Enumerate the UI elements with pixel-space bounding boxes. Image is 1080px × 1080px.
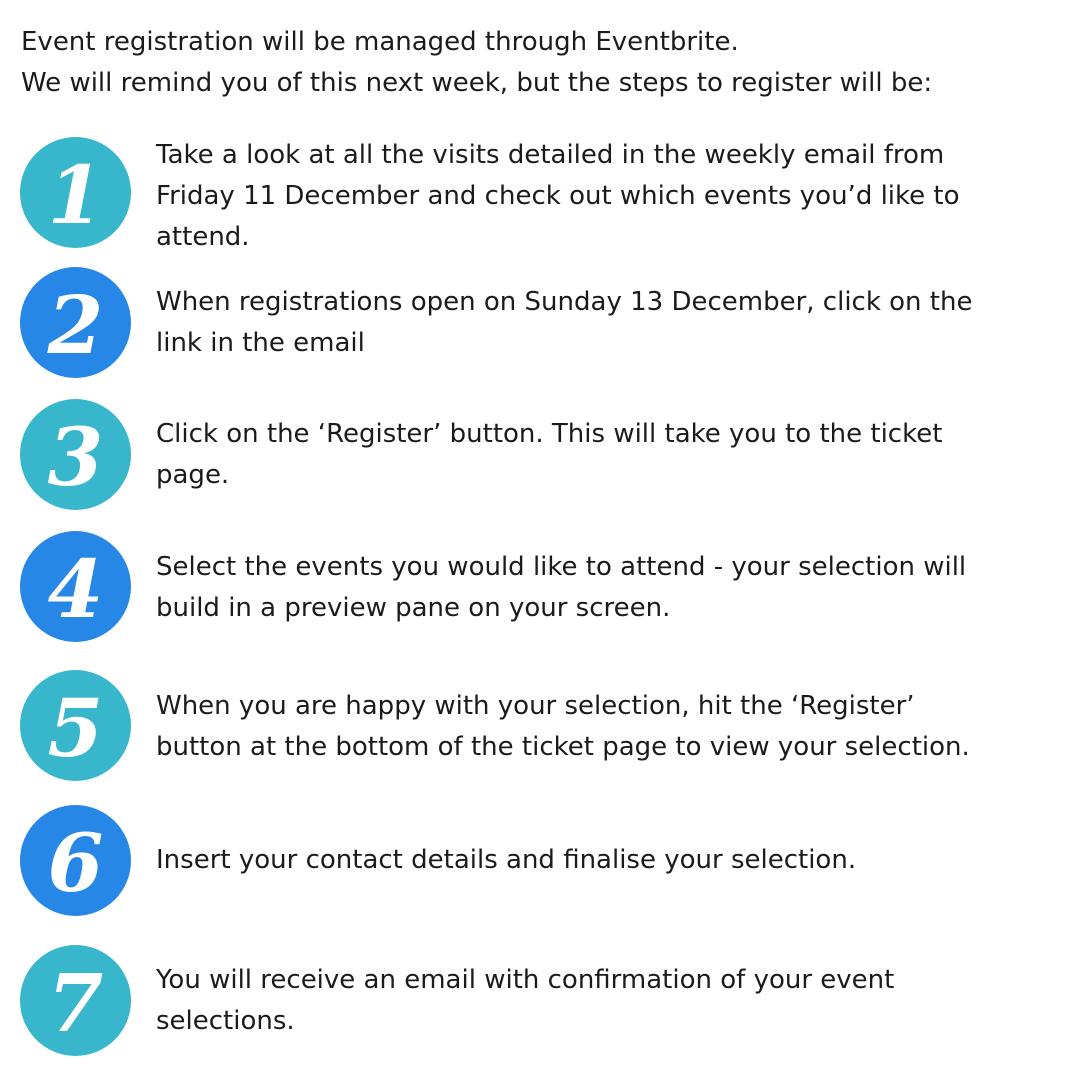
intro-line-1: Event registration will be managed through Eventbrite. <box>21 27 739 57</box>
step-text-line: link in the email <box>156 328 365 358</box>
step-number-badge <box>20 399 131 510</box>
step-number-badge <box>20 670 131 781</box>
step-number: 5 <box>47 680 104 775</box>
step-text-line: selections. <box>156 1006 295 1036</box>
step-number-badge <box>20 137 131 248</box>
step-number: 7 <box>47 955 104 1050</box>
step-text-line: attend. <box>156 222 250 252</box>
step-text-line: When you are happy with your selection, hit the ‘Register’ <box>156 691 915 721</box>
intro-text <box>21 22 1061 104</box>
step-text <box>156 547 1056 629</box>
step-number-badge <box>20 267 131 378</box>
step-text-line: build in a preview pane on your screen. <box>156 593 671 623</box>
step-text-line: Friday 11 December and check out which events you’d like to <box>156 181 960 211</box>
step-text <box>156 686 1056 768</box>
step-number: 4 <box>47 541 104 636</box>
step-number-badge <box>20 531 131 642</box>
step-number: 6 <box>47 815 104 910</box>
step-text <box>156 135 1056 258</box>
step-text <box>156 414 1056 496</box>
step-text-line: Select the events you would like to attend - your selection will <box>156 552 967 582</box>
intro-line-2: We will remind you of this next week, but the steps to register will be: <box>21 68 933 98</box>
step-text <box>156 960 1056 1042</box>
step-number: 2 <box>47 277 104 372</box>
step-number: 1 <box>47 147 104 242</box>
step-text-line: button at the bottom of the ticket page to view your selection. <box>156 732 970 762</box>
step-text-line: Click on the ‘Register’ button. This will take you to the ticket <box>156 419 943 449</box>
step-text-line: page. <box>156 460 230 490</box>
step-number-badge <box>20 805 131 916</box>
step-text-line: You will receive an email with confirmation of your event <box>156 965 895 995</box>
step-number-badge <box>20 945 131 1056</box>
step-text <box>156 282 1056 364</box>
step-text-line: Take a look at all the visits detailed in the weekly email from <box>156 140 945 170</box>
step-text-line: Insert your contact details and finalise your selection. <box>156 845 857 875</box>
step-text-line: When registrations open on Sunday 13 December, click on the <box>156 287 973 317</box>
step-text <box>156 840 1056 881</box>
step-number: 3 <box>47 409 104 504</box>
